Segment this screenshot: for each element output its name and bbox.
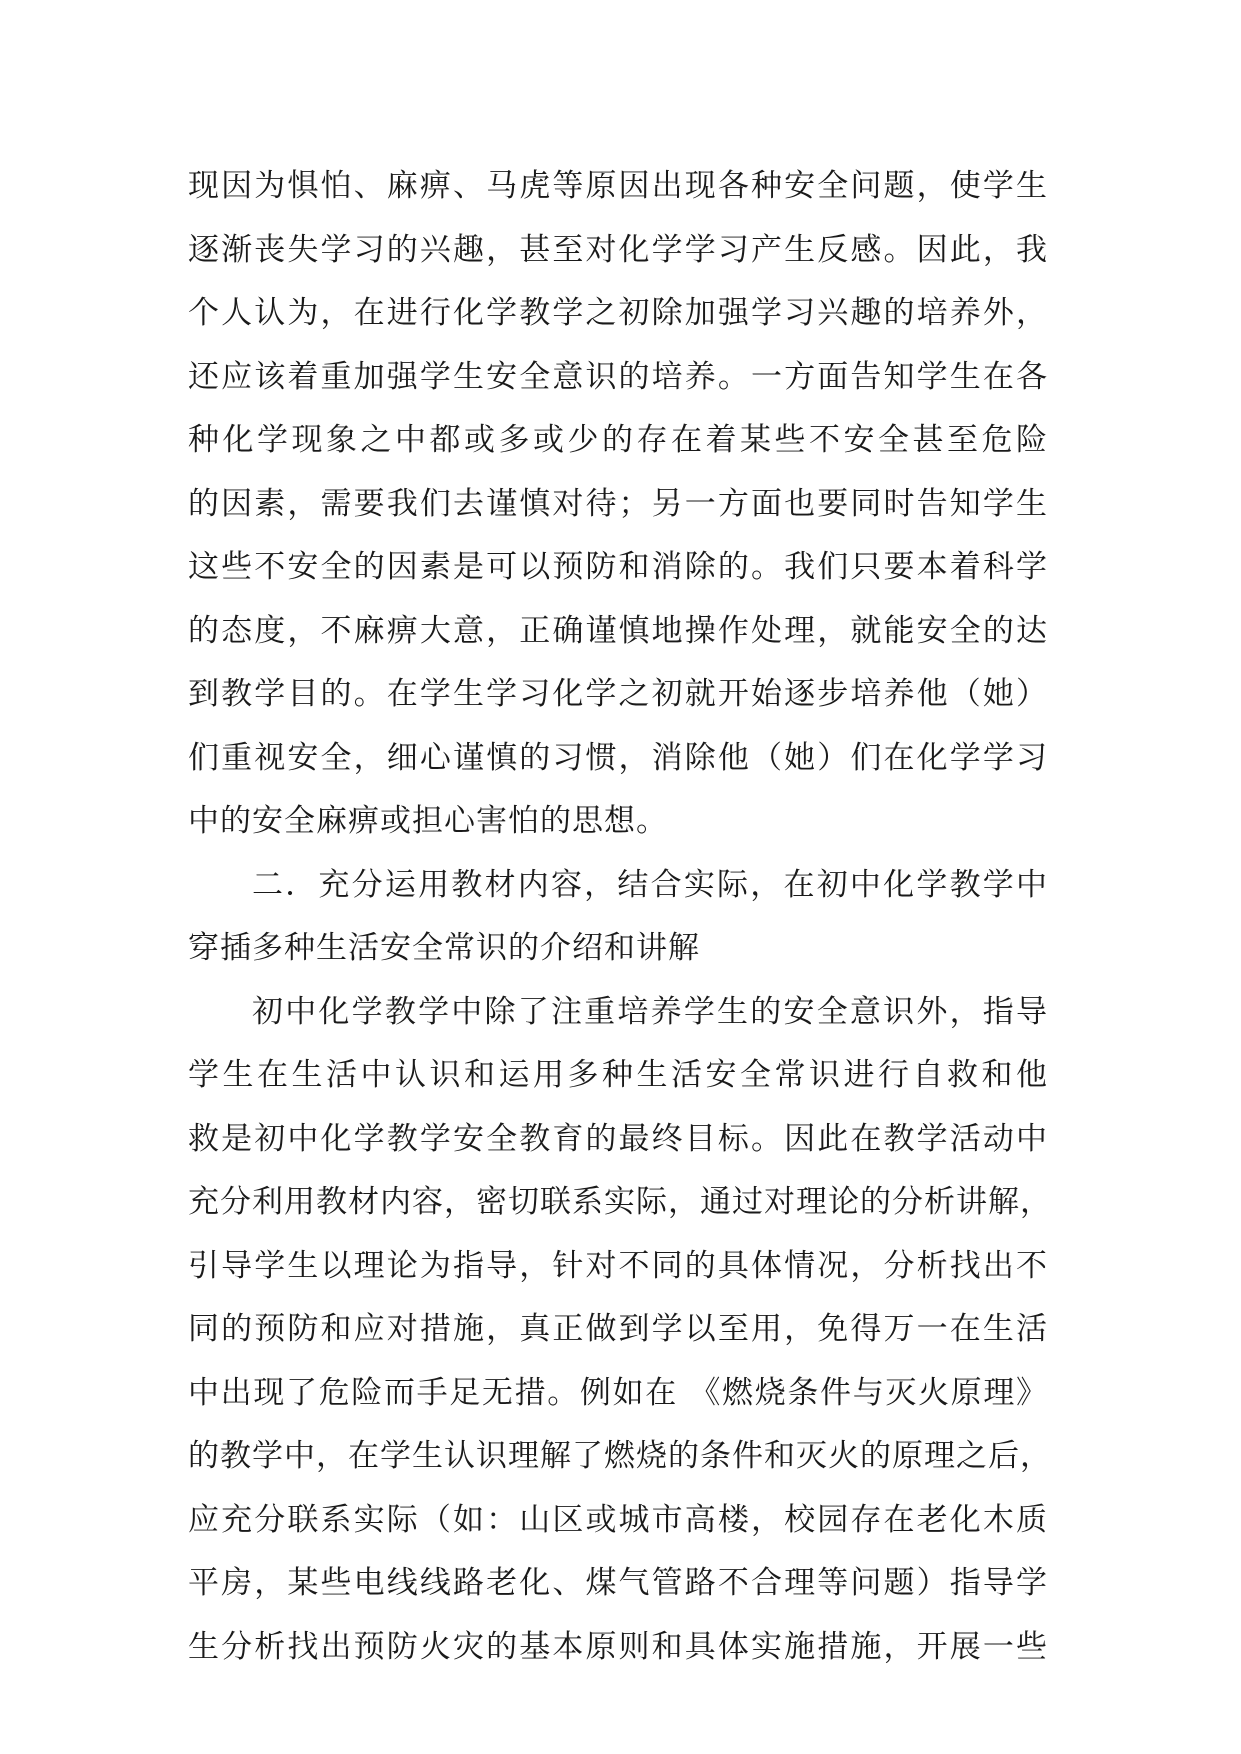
text-line: 学生在生活中认识和运用多种生活安全常识进行自救和他 bbox=[188, 1057, 1048, 1093]
text-line: 现因为惧怕、麻痹、马虎等原因出现各种安全问题，使学生 bbox=[188, 168, 1048, 204]
text-line: 个人认为，在进行化学教学之初除加强学习兴趣的培养外， bbox=[188, 295, 1048, 331]
text-line: 同的预防和应对措施，真正做到学以至用，免得万一在生活 bbox=[188, 1311, 1048, 1347]
text-line: 们重视安全，细心谨慎的习惯，消除他（她）们在化学学习 bbox=[188, 739, 1048, 776]
text-line: 充分利用教材内容，密切联系实际，通过对理论的分析讲解， bbox=[188, 1184, 1052, 1220]
text-line: 平房，某些电线线路老化、煤气管路不合理等问题）指导学 bbox=[188, 1565, 1048, 1601]
text-line: 的教学中，在学生认识理解了燃烧的条件和灭火的原理之后， bbox=[188, 1438, 1052, 1474]
text-line: 二．充分运用教材内容，结合实际，在初中化学教学中 bbox=[252, 866, 1048, 903]
text-line: 引导学生以理论为指导，针对不同的具体情况，分析找出不 bbox=[188, 1247, 1048, 1284]
text-line: 应充分联系实际（如：山区或城市高楼，校园存在老化木质 bbox=[188, 1501, 1048, 1538]
text-line: 的态度，不麻痹大意，正确谨慎地操作处理，就能安全的达 bbox=[188, 612, 1048, 649]
text-line: 穿插多种生活安全常识的介绍和讲解 bbox=[188, 930, 700, 966]
text-line: 救是初中化学教学安全教育的最终目标。因此在教学活动中 bbox=[188, 1120, 1048, 1157]
text-line: 逐渐丧失学习的兴趣，甚至对化学学习产生反感。因此，我 bbox=[188, 231, 1048, 268]
text-line: 生分析找出预防火灾的基本原则和具体实施措施，开展一些 bbox=[188, 1628, 1048, 1665]
text-line: 的因素，需要我们去谨慎对待；另一方面也要同时告知学生 bbox=[188, 485, 1048, 522]
text-line: 种化学现象之中都或多或少的存在着某些不安全甚至危险 bbox=[188, 422, 1048, 458]
text-line: 中出现了危险而手足无措。例如在 《燃烧条件与灭火原理》 bbox=[188, 1374, 1048, 1411]
text-line: 初中化学教学中除了注重培养学生的安全意识外，指导 bbox=[252, 993, 1048, 1030]
text-line: 到教学目的。在学生学习化学之初就开始逐步培养他（她） bbox=[188, 676, 1048, 712]
text-line: 还应该着重加强学生安全意识的培养。一方面告知学生在各 bbox=[188, 358, 1048, 395]
text-line: 中的安全麻痹或担心害怕的思想。 bbox=[188, 803, 668, 839]
text-line: 这些不安全的因素是可以预防和消除的。我们只要本着科学 bbox=[188, 549, 1048, 585]
body-text bbox=[188, 155, 1052, 1679]
